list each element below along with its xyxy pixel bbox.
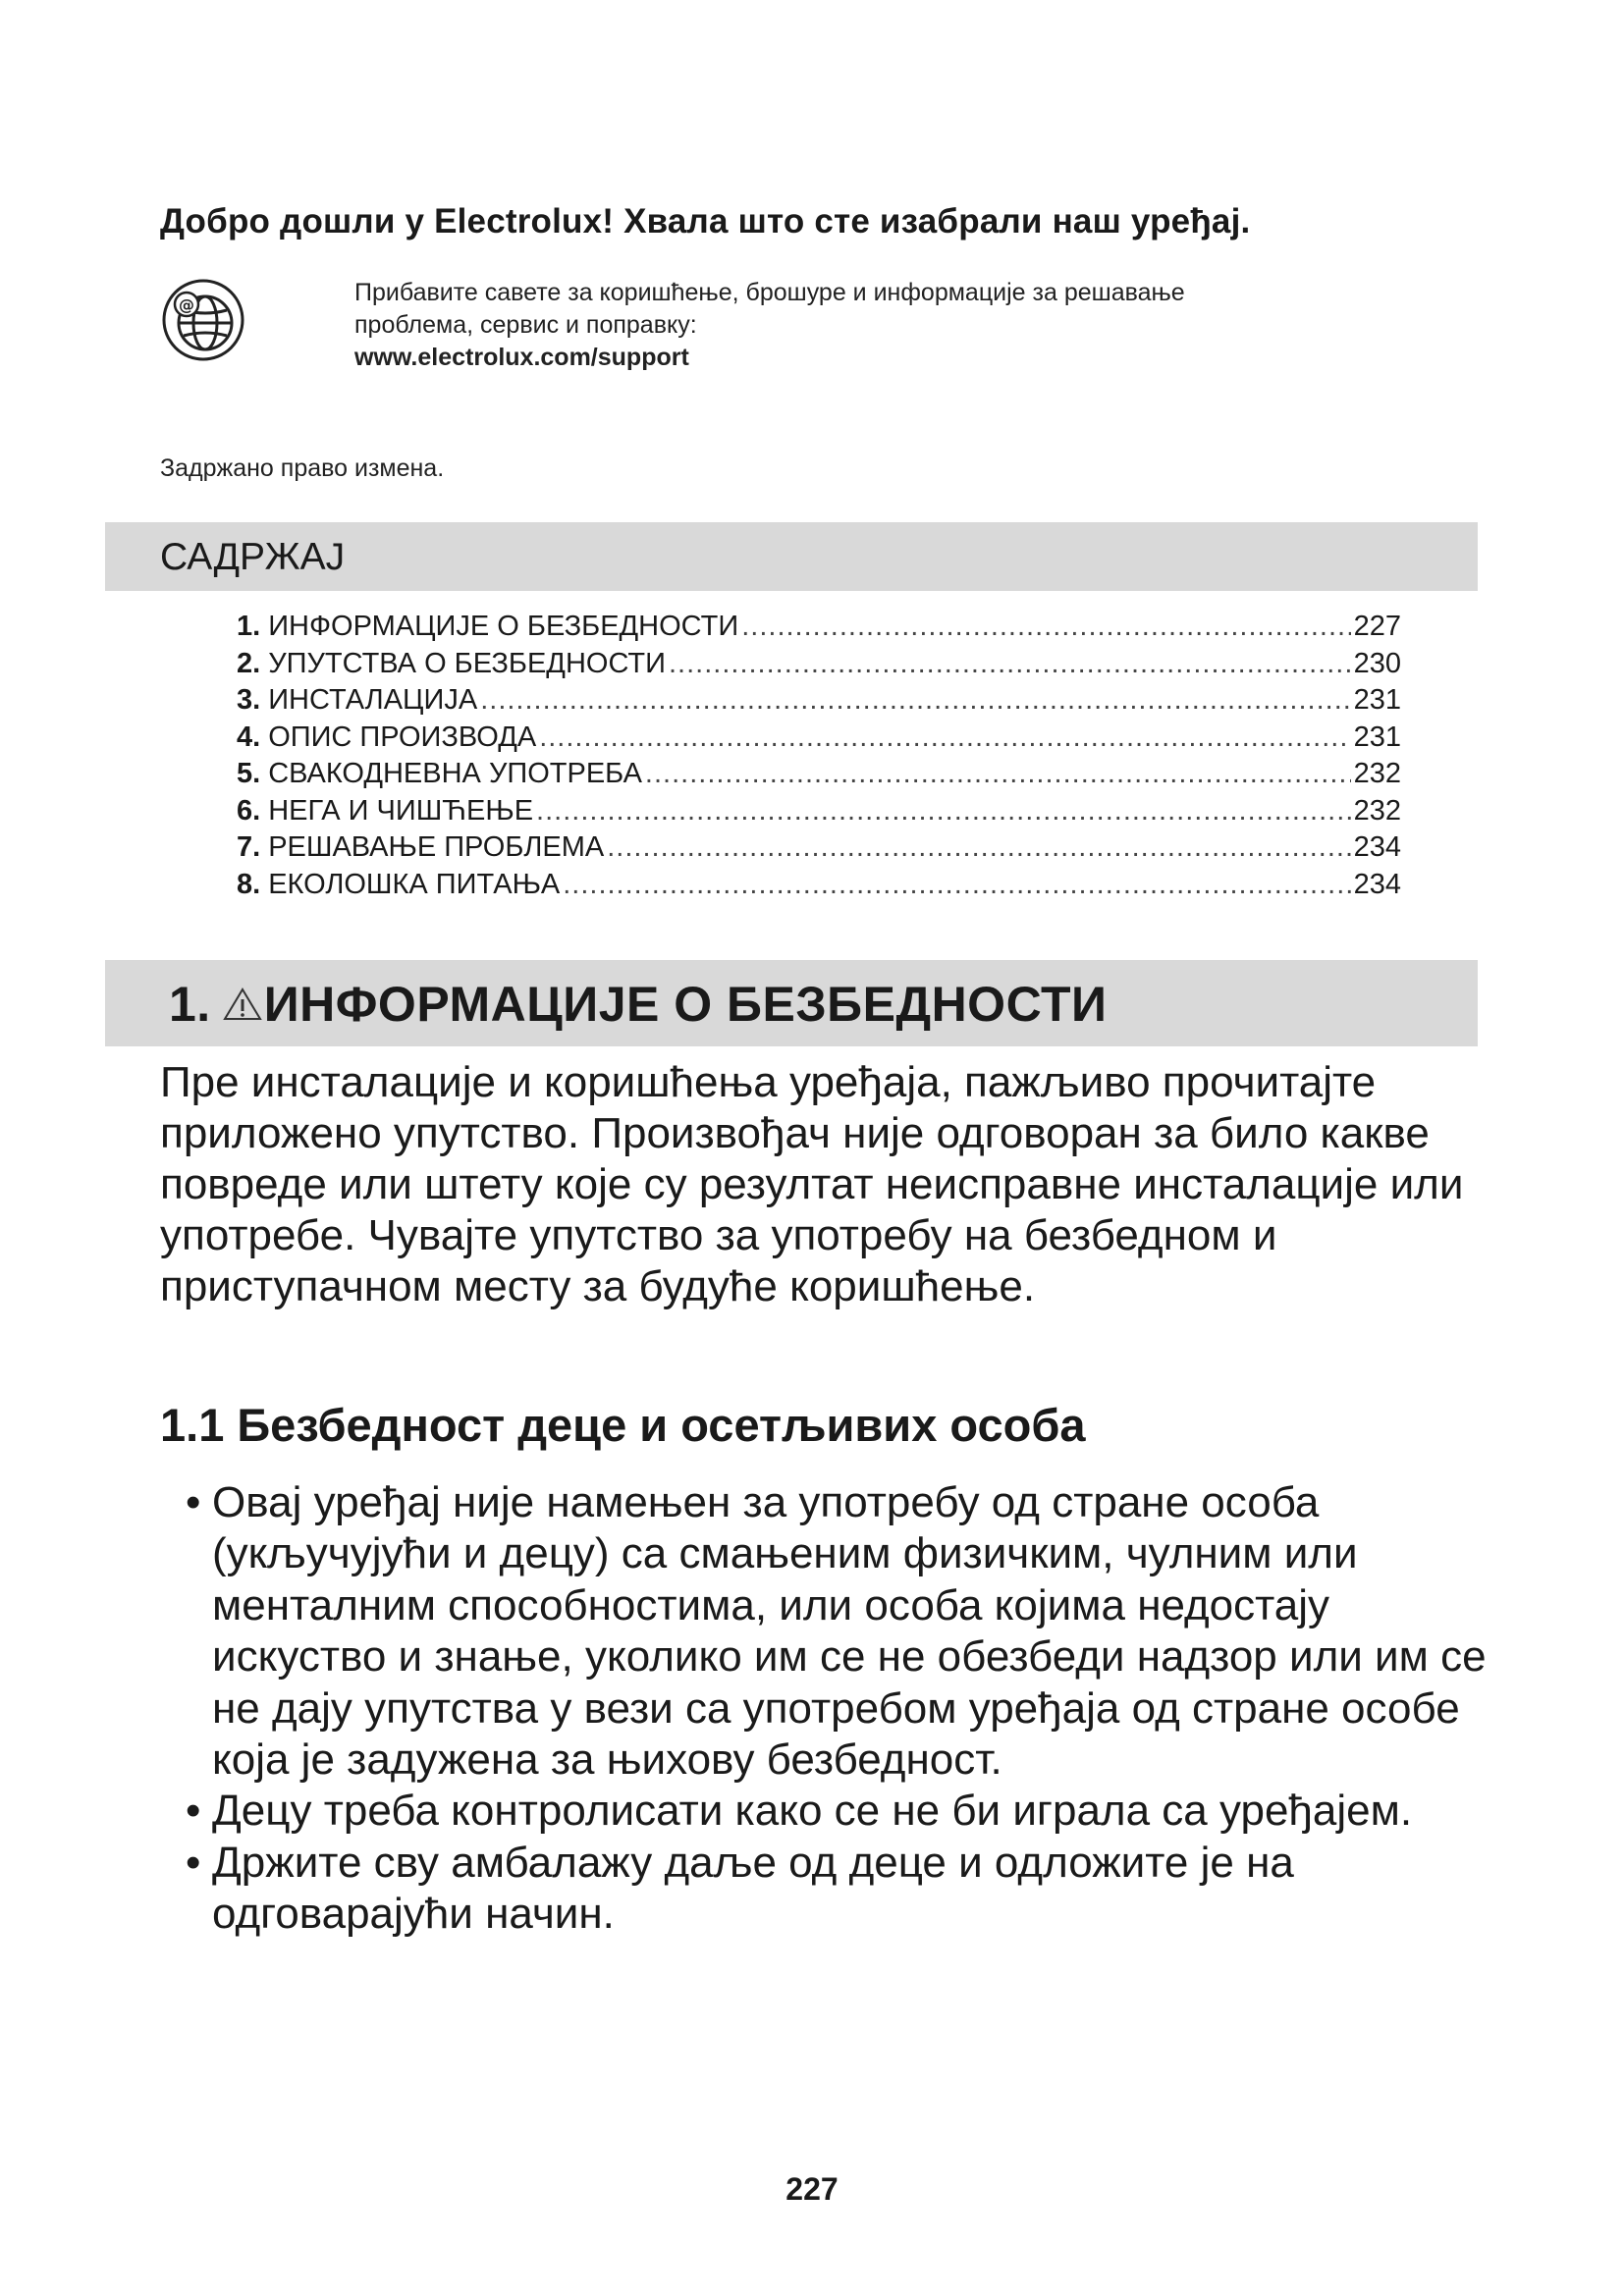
toc-item[interactable] bbox=[237, 867, 1401, 904]
child-safety-list bbox=[186, 1477, 1491, 1941]
toc-leader-dots bbox=[645, 756, 1351, 793]
section-number: 1. bbox=[169, 977, 211, 1032]
svg-text:@: @ bbox=[179, 295, 194, 314]
toc-title: САДРЖАЈ bbox=[160, 536, 346, 578]
toc-item-page: 230 bbox=[1353, 647, 1401, 679]
toc-item[interactable] bbox=[237, 609, 1401, 646]
section-header-band bbox=[105, 960, 1478, 1046]
toc-item-number: 6. bbox=[237, 794, 261, 827]
toc-item-page: 234 bbox=[1353, 868, 1401, 900]
toc-item-number: 5. bbox=[237, 758, 261, 789]
toc-item-page: 227 bbox=[1353, 611, 1401, 642]
rights-reserved-note: Задржано право измена. bbox=[160, 454, 445, 482]
toc-leader-dots bbox=[669, 646, 1351, 683]
warning-triangle-icon bbox=[223, 987, 262, 1022]
toc-leader-dots bbox=[536, 793, 1351, 830]
toc-item-label: УПУТСТВА О БЕЗБЕДНОСТИ bbox=[268, 647, 666, 679]
toc-item[interactable] bbox=[237, 793, 1401, 830]
list-item: • Децу треба контролисати како се не би играла са уређајем. bbox=[186, 1786, 1491, 1837]
toc-item[interactable] bbox=[237, 646, 1401, 683]
toc-item-number: 3. bbox=[237, 684, 261, 716]
toc-leader-dots bbox=[563, 867, 1350, 904]
page-number: 227 bbox=[785, 2171, 839, 2207]
support-url-link[interactable]: www.electrolux.com/support bbox=[354, 344, 689, 371]
toc-item-label: НЕГА И ЧИШЋЕЊЕ bbox=[268, 794, 534, 827]
support-line-1: Прибавите савете за коришћење, брошуре и информације за решавање bbox=[354, 279, 1185, 306]
toc-leader-dots bbox=[741, 609, 1350, 646]
toc-item-number: 8. bbox=[237, 868, 261, 900]
toc-item[interactable] bbox=[237, 756, 1401, 793]
toc-leader-dots bbox=[539, 720, 1350, 757]
toc-item-page: 231 bbox=[1353, 684, 1401, 716]
list-item: • Овај уређај није намењен за употребу од стране особа (укључујући и децу) са смањеним физичким, чулним или менталним способностима, или особа којима недостају искуство и знање, уколико им се не обезбеди надзор или им се не дају упутства у вези са употребом уређаја од стране особе која је задужена за њихову безбедност. bbox=[186, 1477, 1491, 1786]
toc-item-page: 234 bbox=[1353, 831, 1401, 863]
toc-item-label: ОПИС ПРОИЗВОДА bbox=[268, 721, 537, 753]
welcome-heading: Добро дошли у Electrolux! Хвала што сте изабрали наш уређај. bbox=[160, 202, 1251, 240]
toc-item-label: РЕШАВАЊЕ ПРОБЛЕМА bbox=[268, 831, 605, 863]
toc-item[interactable] bbox=[237, 682, 1401, 720]
support-line-2: проблема, сервис и поправку: bbox=[354, 311, 697, 339]
toc-item-number: 1. bbox=[237, 611, 261, 642]
toc-item-number: 4. bbox=[237, 721, 261, 753]
section-title bbox=[169, 976, 1107, 1033]
toc-item-label: ИНСТАЛАЦИЈА bbox=[268, 684, 478, 716]
list-item: • Држите сву амбалажу даље од деце и одложите је на одговарајући начин. bbox=[186, 1838, 1491, 1941]
toc-item-page: 231 bbox=[1353, 721, 1401, 753]
toc-item-page: 232 bbox=[1353, 794, 1401, 827]
toc-item[interactable] bbox=[237, 829, 1401, 867]
section-title-text: ИНФОРМАЦИЈЕ О БЕЗБЕДНОСТИ bbox=[263, 977, 1108, 1032]
toc-item-label: ЕКОЛОШКА ПИТАЊА bbox=[268, 868, 561, 900]
toc-leader-dots bbox=[607, 829, 1350, 867]
toc-item-number: 2. bbox=[237, 647, 261, 679]
support-info bbox=[354, 277, 1385, 374]
globe-at-icon bbox=[160, 277, 246, 363]
toc-item-label: ИНФОРМАЦИЈЕ О БЕЗБЕДНОСТИ bbox=[268, 611, 739, 642]
toc-item-number: 7. bbox=[237, 831, 261, 863]
toc-item-label: СВАКОДНЕВНА УПОТРЕБА bbox=[268, 758, 642, 789]
toc-item-page: 232 bbox=[1353, 758, 1401, 789]
toc-item[interactable] bbox=[237, 720, 1401, 757]
child-safety-heading: 1.1 Безбедност деце и осетљивих особа bbox=[160, 1399, 1086, 1451]
safety-intro-paragraph: Пре инсталације и коришћења уређаја, пажљиво прочитајте приложено упутство. Произвођач није одговоран за било какве повреде или штету које су резултат неисправне инсталације или употребе. Чувајте упутство за употребу на безбедном и приступачном месту за будуће коришћење. bbox=[160, 1058, 1464, 1310]
toc-leader-dots bbox=[480, 682, 1350, 720]
toc-header-band bbox=[105, 522, 1478, 591]
table-of-contents bbox=[237, 609, 1401, 903]
